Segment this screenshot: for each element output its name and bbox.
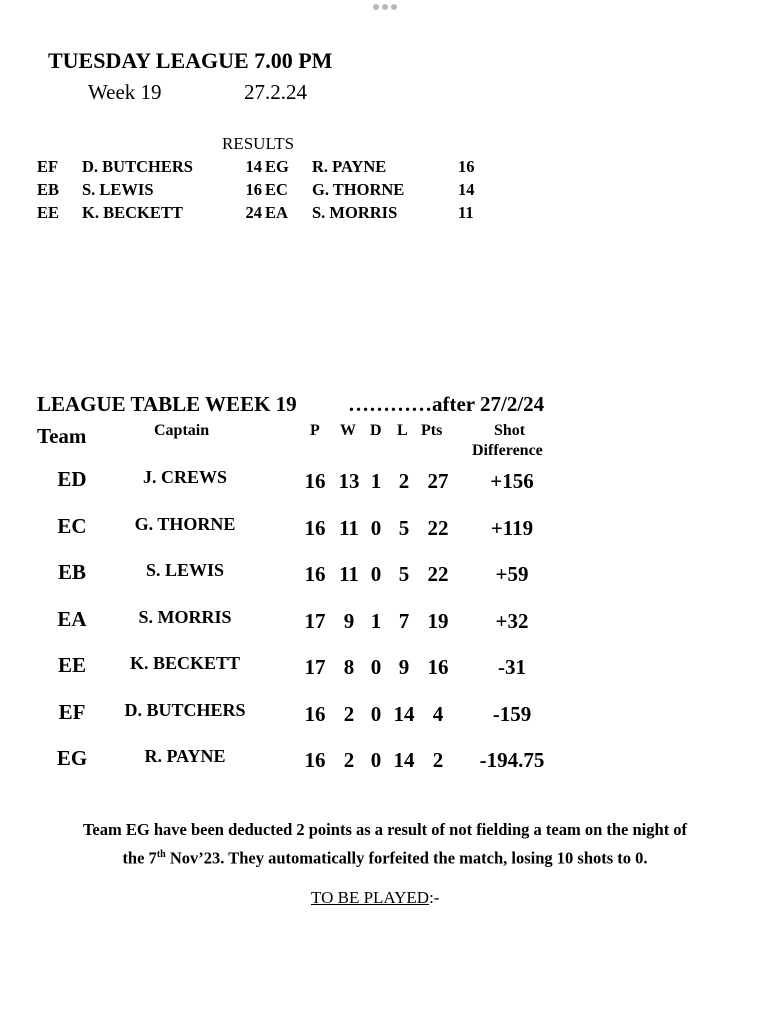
row-team: EE	[57, 653, 86, 677]
result-away-score: 14	[458, 180, 475, 199]
row-drawn: 0	[370, 562, 382, 586]
row-captain: G. THORNE	[134, 513, 236, 534]
row-shot-difference: +32	[495, 608, 529, 633]
row-played: 17	[304, 608, 326, 633]
more-options-icon[interactable]	[373, 4, 397, 14]
row-points: 4	[432, 701, 444, 726]
row-lost: 14	[393, 748, 415, 772]
result-away-code: EC	[265, 180, 288, 199]
note-line1: Team EG have been deducted 2 points as a result of not fielding a team on the night of	[82, 820, 688, 839]
result-away-captain: R. PAYNE	[312, 157, 387, 176]
row-drawn: 1	[370, 608, 382, 633]
row-shot-difference: +59	[495, 562, 529, 586]
result-home-code: EF	[37, 157, 59, 176]
row-points: 2	[432, 748, 444, 772]
row-shot-difference: -159	[492, 701, 532, 726]
result-away-score: 11	[458, 203, 474, 222]
row-captain: K. BECKETT	[129, 653, 241, 673]
row-shot-difference: +156	[490, 469, 534, 493]
row-lost: 2	[398, 469, 410, 493]
result-away-captain: S. MORRIS	[312, 203, 398, 222]
header-shot: Shot	[494, 422, 526, 439]
result-home-captain: S. LEWIS	[82, 180, 154, 199]
row-won: 9	[343, 608, 355, 633]
row-played: 16	[304, 701, 326, 726]
row-played: 16	[304, 469, 326, 493]
note-line2-a: the 7	[122, 848, 157, 868]
result-away-captain: G. THORNE	[312, 180, 405, 199]
row-team: EB	[57, 560, 86, 584]
row-shot-difference: +119	[490, 515, 534, 540]
note-line2-b: Nov’23. They automatically forfeited the match, losing 10 shots to 0.	[165, 848, 648, 868]
result-home-captain: D. BUTCHERS	[82, 157, 193, 176]
page-title: TUESDAY LEAGUE 7.00 PM	[48, 48, 333, 73]
header-captain: Captain	[154, 422, 210, 439]
results-heading: RESULTS	[222, 134, 295, 153]
row-played: 17	[304, 655, 326, 679]
row-points: 19	[427, 608, 449, 633]
week-date: 27.2.24	[244, 80, 307, 104]
row-shot-difference: -194.75	[479, 748, 545, 772]
row-team: EC	[57, 513, 87, 538]
league-table-title: LEAGUE TABLE WEEK 19	[37, 392, 297, 416]
result-home-score: 14	[245, 157, 262, 176]
row-captain: S. MORRIS	[138, 606, 232, 627]
header-lost: L	[397, 422, 408, 439]
row-won: 8	[343, 655, 355, 679]
result-home-captain: K. BECKETT	[82, 203, 183, 222]
header-played: P	[310, 422, 320, 439]
row-points: 22	[427, 562, 449, 586]
row-won: 11	[339, 515, 359, 540]
row-drawn: 0	[370, 701, 382, 726]
header-drawn: D	[370, 422, 382, 439]
row-played: 16	[304, 748, 326, 772]
row-drawn: 0	[370, 515, 382, 540]
row-captain: R. PAYNE	[144, 746, 226, 766]
row-played: 16	[304, 562, 326, 586]
header-team: Team	[37, 424, 87, 448]
to-be-played-heading	[311, 888, 439, 908]
row-points: 27	[427, 469, 449, 493]
row-points: 16	[427, 655, 449, 679]
header-won: W	[340, 422, 356, 439]
deduction-note	[40, 817, 730, 871]
header-points: Pts	[421, 422, 443, 439]
row-won: 11	[339, 562, 359, 586]
row-won: 2	[343, 748, 355, 772]
result-home-code: EE	[37, 203, 60, 222]
week-label: Week 19	[88, 80, 162, 104]
result-home-score: 24	[245, 203, 262, 222]
row-lost: 7	[398, 608, 410, 633]
header-difference: Difference	[472, 442, 543, 459]
row-won: 13	[338, 469, 360, 493]
row-lost: 5	[398, 515, 410, 540]
row-lost: 14	[393, 701, 415, 726]
row-shot-difference: -31	[498, 655, 526, 679]
row-drawn: 0	[370, 748, 382, 772]
row-team: EA	[57, 606, 87, 631]
row-lost: 5	[398, 562, 410, 586]
row-won: 2	[343, 701, 355, 726]
row-drawn: 1	[370, 469, 382, 493]
result-away-code: EA	[265, 203, 288, 222]
row-team: ED	[57, 467, 87, 491]
row-team: EG	[56, 746, 88, 770]
row-captain: S. LEWIS	[145, 560, 225, 580]
result-home-code: EB	[37, 180, 60, 199]
league-table-date: …………after 27/2/24	[348, 392, 545, 416]
to-be-played-suffix: :-	[429, 888, 440, 907]
row-drawn: 0	[370, 655, 382, 679]
row-points: 22	[427, 515, 449, 540]
row-team: EF	[58, 699, 86, 724]
row-captain: D. BUTCHERS	[124, 699, 246, 720]
row-played: 16	[304, 515, 326, 540]
result-away-score: 16	[458, 157, 475, 176]
row-lost: 9	[398, 655, 410, 679]
note-line2-sup: th	[156, 849, 166, 860]
row-captain: J. CREWS	[142, 467, 227, 487]
to-be-played-label: TO BE PLAYED	[311, 888, 430, 907]
result-away-code: EG	[265, 157, 289, 176]
result-home-score: 16	[245, 180, 262, 199]
